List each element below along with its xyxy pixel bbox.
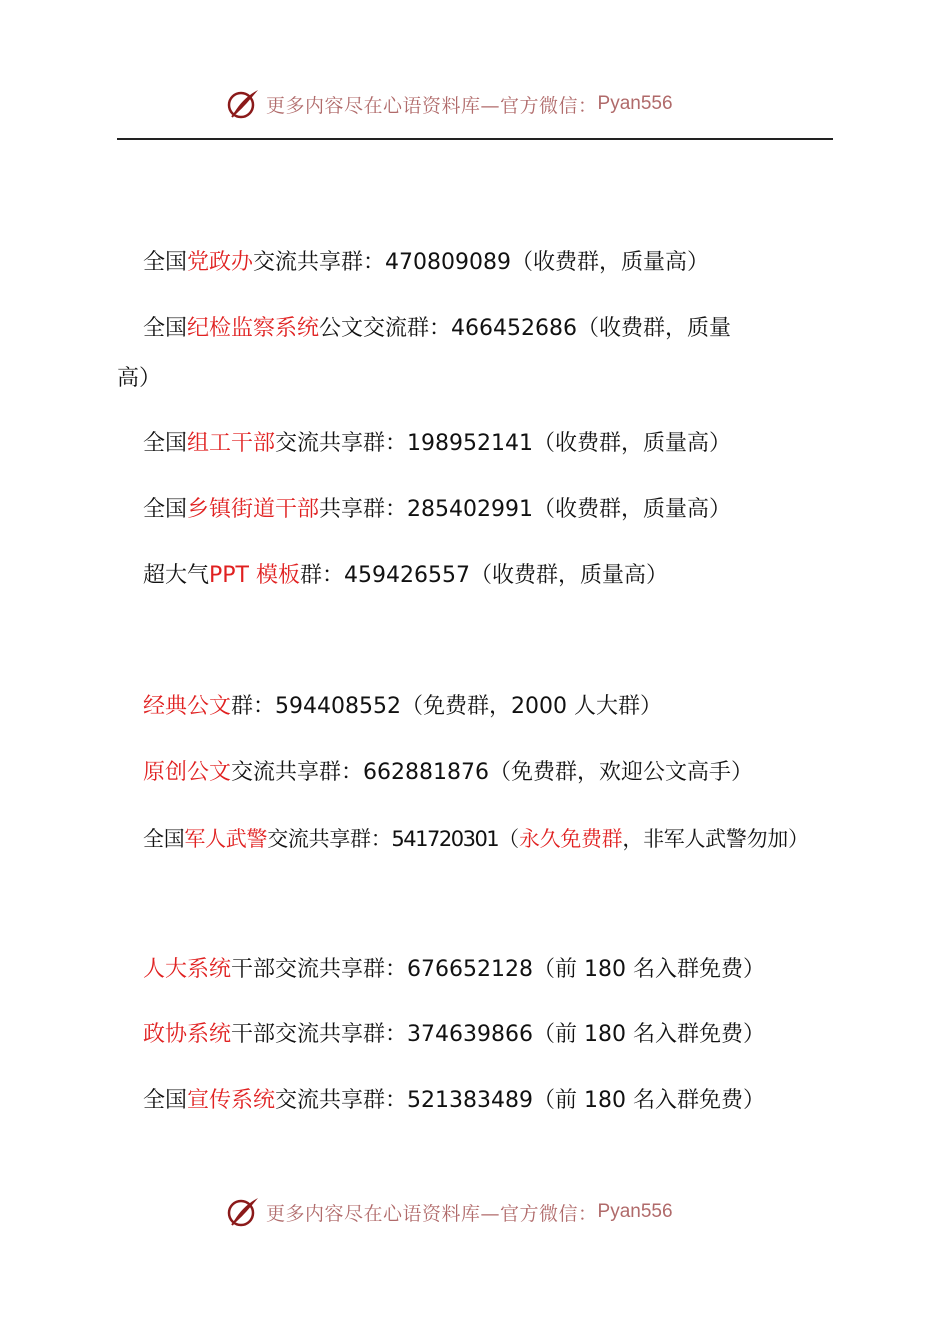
line-text: 干部交流共享群：374639866（前 180 名入群免费） [231, 1022, 765, 1047]
line-prefix: 全国 [143, 1088, 188, 1113]
footer-text: 更多内容尽在心语资料库—官方微信： [266, 1202, 598, 1225]
line-text: 交流共享群：470809089（收费群，质量高） [253, 250, 710, 275]
group-line-3 [143, 429, 731, 459]
line-text: 干部交流共享群：676652128（前 180 名入群免费） [231, 957, 765, 982]
group-line-8 [143, 824, 809, 854]
group-number: 541720301 [391, 827, 499, 851]
line-highlight: 宣传系统 [187, 1088, 276, 1113]
line-text: 交流共享群：662881876（免费群，欢迎公文高手） [231, 760, 753, 785]
line-text: 公文交流群：466452686（收费群，质量 [319, 316, 732, 341]
line-text: 群：594408552（免费群，2000 人大群） [231, 694, 662, 719]
line-highlight: 经典公文 [143, 694, 232, 719]
line-prefix: 全国 [143, 497, 188, 522]
line-text: 交流共享群：521383489（前 180 名入群免费） [275, 1088, 765, 1113]
group-line-9 [143, 955, 765, 985]
quill-pen-logo-icon [226, 1195, 260, 1229]
line-highlight: 原创公文 [143, 760, 232, 785]
page-header [0, 84, 950, 124]
group-line-10 [143, 1020, 765, 1050]
group-line-6 [143, 692, 662, 722]
line-text-end: ，非军人武警勿加） [622, 827, 809, 851]
quill-pen-logo-icon [226, 87, 260, 121]
header-divider [117, 138, 833, 140]
group-line-1 [143, 248, 709, 278]
line-text: 交流共享群： [267, 827, 392, 851]
group-line-2 [143, 314, 731, 344]
footer-wechat-id: Pyan556 [597, 1201, 673, 1222]
line-highlight: 政协系统 [143, 1022, 232, 1047]
line-highlight-2: 永久免费群 [518, 827, 623, 851]
open-paren: （ [498, 827, 519, 851]
header-wechat-id: Pyan556 [597, 93, 673, 114]
line-text: 交流共享群：198952141（收费群，质量高） [275, 431, 732, 456]
group-line-5 [143, 561, 668, 591]
group-line-11 [143, 1086, 765, 1116]
line-prefix: 全国 [143, 431, 188, 456]
line-prefix: 超大气 [143, 563, 210, 588]
line-highlight: 纪检监察系统 [187, 316, 320, 341]
group-line-2-continuation: 高） [117, 366, 162, 391]
line-highlight: 军人武警 [184, 827, 268, 851]
line-highlight: 组工干部 [187, 431, 276, 456]
group-line-7 [143, 758, 753, 788]
line-highlight: 乡镇街道干部 [187, 497, 320, 522]
line-prefix: 全国 [143, 316, 188, 341]
line-highlight: PPT 模板 [209, 563, 300, 588]
group-line-4 [143, 495, 731, 525]
line-highlight: 人大系统 [143, 957, 232, 982]
line-highlight: 党政办 [187, 250, 254, 275]
line-text: 群：459426557（收费群，质量高） [299, 563, 668, 588]
line-text: 共享群：285402991（收费群，质量高） [319, 497, 732, 522]
header-text: 更多内容尽在心语资料库—官方微信： [266, 94, 598, 117]
line-prefix: 全国 [143, 250, 188, 275]
line-prefix: 全国 [143, 827, 185, 851]
page-footer [0, 1192, 950, 1232]
